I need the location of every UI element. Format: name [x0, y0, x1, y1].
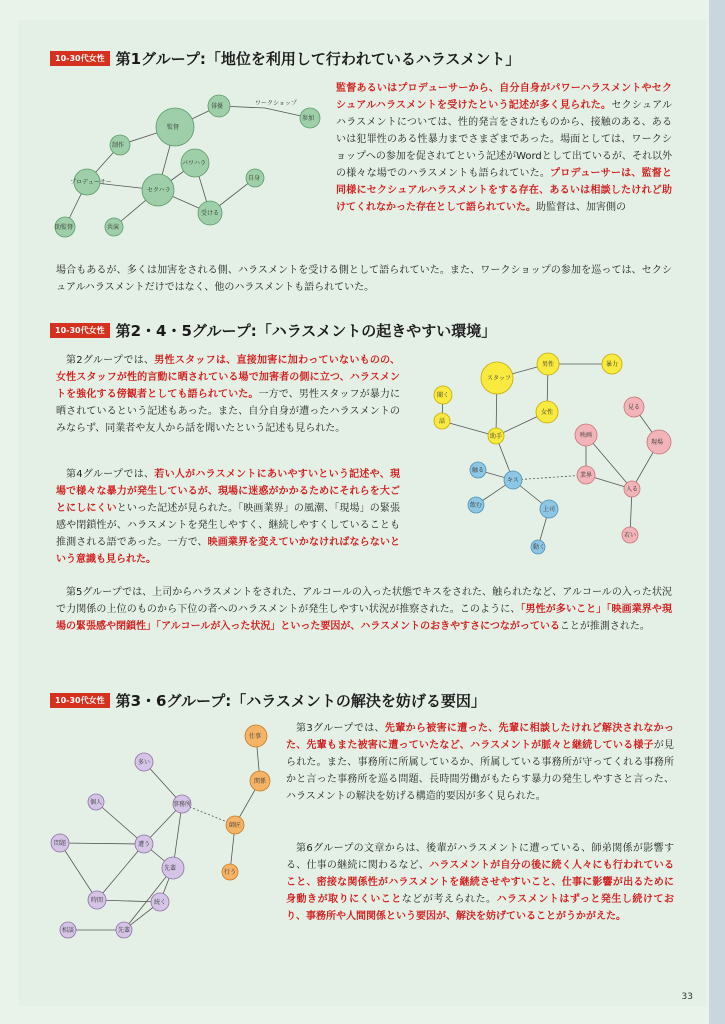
section-2-para-3 — [56, 584, 672, 635]
net3-node-10: 時間 — [91, 897, 104, 904]
net2-node-14: 映画 — [580, 432, 593, 439]
section-1-title: 第1グループ:「地位を利用して行われているハラスメント」 — [115, 49, 521, 68]
right-edge-strip — [709, 0, 725, 1024]
s2-text-5: 第5グループでは、上司からハラスメントをされた、アルコールの入った状態でキスをされた、触られたなど、アルコールの入った状況で力関係の上位のものから下位の者へのハラスメントが発生しやすい状況が推察された。このように、 — [56, 587, 672, 615]
net1-node-4: 制作 — [112, 142, 125, 149]
net3-node-4: 多い — [138, 759, 151, 766]
section-3-para-1 — [286, 720, 674, 805]
s3-highlight-3: ハラスメントはずっと発生し続けており、事務所や人間関係という要因が、解決を妨げていることがうかがえた。 — [286, 894, 675, 922]
page-number: 33 — [681, 992, 693, 1002]
net3-node-12: 相談 — [62, 927, 75, 934]
s2-highlight-2: 若い人がハラスメントにあいやすいという記述や、現場で様々な暴力が発生しているが、現場に迷惑がかかるためにそれらを大ごとにしにくい — [56, 469, 400, 514]
net3-node-3: 行う — [224, 869, 237, 876]
net1-node-10: 助監督 — [55, 224, 74, 231]
s3-text-4: などが考えられた。 — [401, 894, 497, 905]
s2-text-6: ことが推測された。 — [559, 621, 650, 632]
net2-node-9: 飲む — [470, 502, 483, 509]
net1-node-7: パワハラ — [182, 160, 207, 167]
net2-node-2: 暴力 — [606, 361, 619, 368]
s3-text-1: 第3グループでは、 — [296, 723, 385, 734]
net3-node-11: 続く — [154, 899, 167, 906]
s2-text-1: 第2グループでは、 — [66, 355, 155, 366]
s1-highlight-2: プロデューサーは、監督と同様にセクシュアルハラスメントをする存在、あるいは相談したけれど助けてくれなかった存在として語られていた。 — [336, 168, 672, 213]
section-2-para-1 — [56, 352, 400, 437]
net1-node-1: 俳優 — [211, 103, 224, 110]
net1-node-8: 受ける — [201, 210, 220, 217]
net2-node-12: 見る — [628, 404, 641, 411]
net2-node-11: 動く — [533, 544, 546, 551]
s1-text-1: セクシュアルハラスメントについては、性的発言をされたものから、接触のある、あるいは犯罪性のある性暴力までさまざまであった。場面としては、ワークショップへの参加を促されてという記述がWordとして出ているが、それ以外の様々な場でのハラスメントも語られていた。 — [336, 100, 672, 179]
net3-node-2: 師匠 — [229, 822, 242, 829]
s2-highlight-3: 映画業界を変えていかなければならないという意識も見られた。 — [56, 537, 400, 565]
section-2-header — [50, 320, 496, 340]
s3-text-2: が見られた。また、事務所に所属しているか、所属している事務所が守ってくれる事務所かと言った事務所を巡る問題、長時間労働がもたらす暴力の発生しやすさと言った、ハラスメントの解決を妨げる構造的要因が多く見られた。 — [286, 740, 675, 802]
s2-text-4: といった記述が見られた。「映画業界」の風潮、「現場」の緊張感や閉鎖性が、ハラスメントを発生しやすく、継続しやすくしていることも推測される語であった。一方で、 — [56, 503, 401, 548]
net2-node-3: 女性 — [541, 409, 554, 416]
s1-text-2: 助監督は、加害側の — [536, 202, 626, 213]
s3-highlight-2: ハラスメントが自分の後に続く人々にも行われていること、密接な関係性がハラスメントを継続させやすいこと、仕事に影響が出るために身動きが取りにくいこと — [286, 860, 674, 905]
section-3-network-diagram — [40, 720, 280, 950]
net3-node-13: 先輩 — [118, 927, 131, 934]
section-3-para-2 — [286, 840, 674, 925]
s2-highlight-1: 男性スタッフは、直接加害に加わっていないものの、女性スタッフが性的言動に晒されている場で加害者の側に立つ、ハラスメントを強化する傍観者としても語られていた。 — [56, 355, 400, 400]
section-3-title: 第3・6グループ:「ハラスメントの解決を妨げる要因」 — [115, 691, 486, 710]
net2-node-13: 現場 — [651, 439, 664, 446]
section-3-tag: 10-30代女性 — [50, 693, 110, 708]
section-1-header — [50, 48, 520, 68]
section-1-text-full — [56, 262, 672, 296]
net2-node-4: 聞く — [437, 392, 450, 399]
net3-node-8: 遭う — [138, 841, 151, 848]
section-2-network-diagram — [420, 352, 690, 562]
net1-node-0: 監督 — [167, 124, 180, 131]
net2-node-15: 業界 — [580, 472, 593, 479]
net3-node-1: 関係 — [254, 778, 267, 785]
section-2-title: 第2・4・5グループ:「ハラスメントの起きやすい環境」 — [115, 321, 497, 340]
s1-highlight-1: 監督あるいはプロデューサーから、自分自身がパワーハラスメントやセクシュアルハラスメントを受けたという記述が多く見られた。 — [336, 83, 672, 111]
net2-node-1: 男性 — [542, 361, 555, 368]
net2-node-17: 若い — [624, 532, 637, 539]
net1-node-3: 参加 — [302, 115, 315, 122]
net1-node-9: 自身 — [248, 175, 261, 182]
net2-node-16: 入る — [626, 486, 639, 493]
net3-node-9: 先輩 — [164, 865, 177, 872]
s2-text-2: 一方で、男性スタッフが暴力に晒されているという記述もあった。また、自分自身が遭ったハラスメントのみならず、同業者や友人から話を聞いたという記述も見られた。 — [56, 389, 400, 434]
section-2-para-2 — [56, 466, 400, 568]
net2-node-5: 話 — [439, 418, 446, 425]
section-3-header — [50, 690, 486, 710]
net2-node-0: スタッフ — [487, 375, 512, 382]
net3-node-0: 仕事 — [249, 733, 262, 740]
net3-node-7: 問題 — [54, 840, 67, 847]
net3-node-6: 個人 — [90, 799, 103, 806]
s3-text-3: 第6グループの文章からは、後輩がハラスメントに遭っている、師弟関係が影響する、仕事の継続に関わるなど、 — [286, 843, 674, 871]
net2-node-7: キス — [507, 477, 519, 484]
net1-node-2: ワークショップ — [255, 100, 297, 107]
s1-text-3: 場合もあるが、多くは加害をされる側、ハラスメントを受ける側として語られていた。また、ワークショップの参加を巡っては、セクシュアルハラスメントだけではなく、他のハラスメントも語られていた。 — [56, 265, 672, 293]
net1-node-11: 共演 — [107, 224, 120, 231]
s2-highlight-4: 「男性が多いこと」「映画業界や現場の緊張感や閉鎖性」「アルコールが入った状況」といった要因が、ハラスメントのおきやすさにつながっている — [56, 604, 673, 632]
net1-node-6: セクハラ — [147, 187, 171, 194]
net2-node-6: 助手 — [490, 433, 503, 440]
net1-node-5: プロデューサー — [70, 179, 112, 186]
net2-node-8: 触る — [472, 467, 485, 474]
net3-node-5: 事務所 — [173, 801, 192, 808]
s3-highlight-1: 先輩から被害に遭った、先輩に相談したけれど解決されなかった、先輩もまた被害に遭っていたなど、ハラスメントが脈々と継続している様子 — [286, 723, 674, 751]
section-2-tag: 10-30代女性 — [50, 323, 110, 338]
section-1-tag: 10-30代女性 — [50, 51, 110, 66]
section-1-text-right — [336, 80, 672, 216]
section-1-network-diagram — [40, 90, 340, 250]
net2-node-10: 上司 — [543, 506, 556, 513]
s2-text-3: 第4グループでは、 — [66, 469, 155, 480]
